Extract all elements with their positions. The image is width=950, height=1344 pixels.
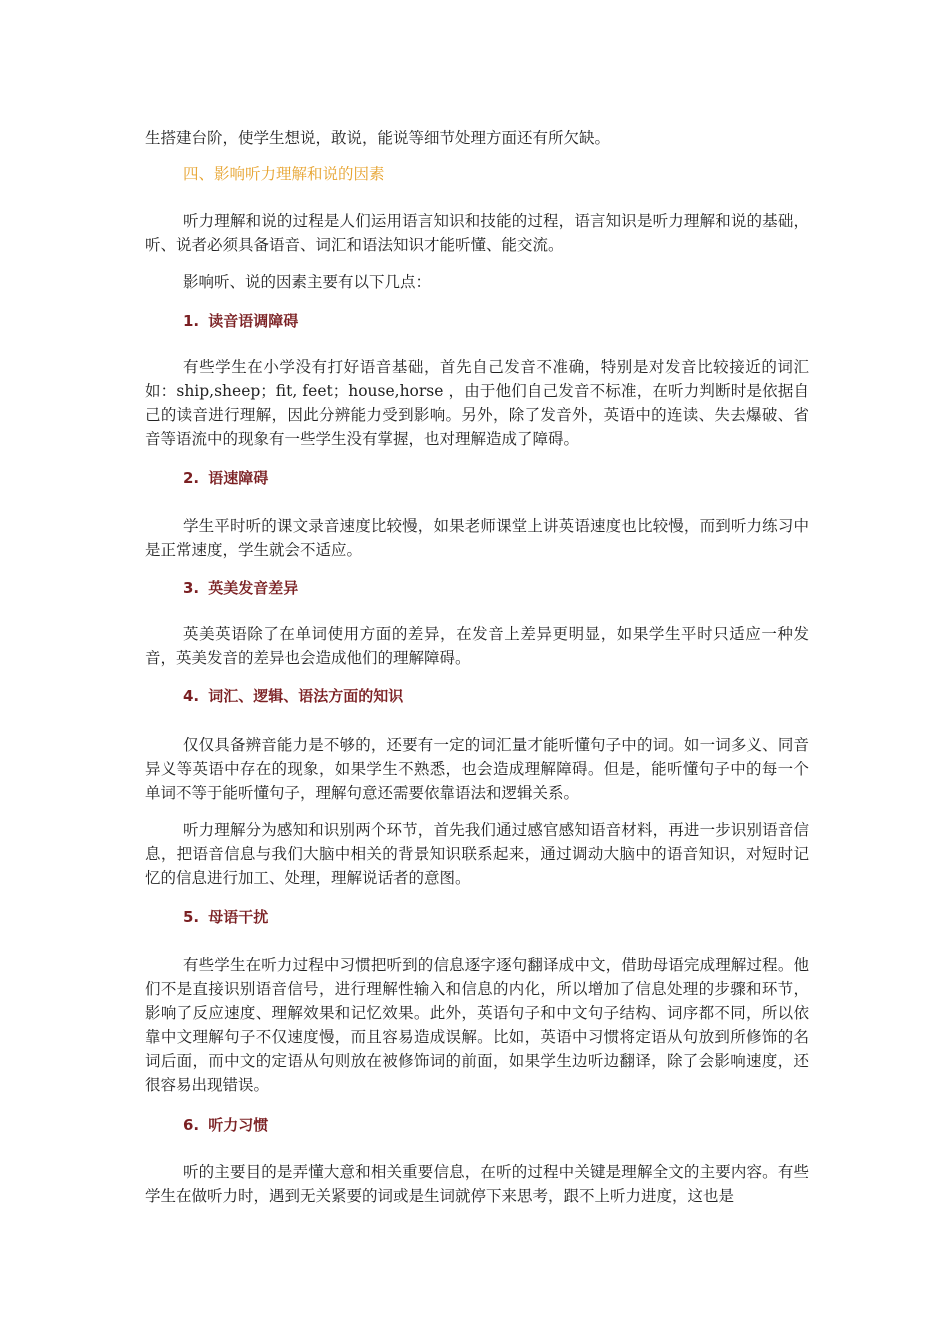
factor-number: 6. — [183, 1116, 200, 1134]
factor-heading-1 — [183, 309, 847, 333]
intro-paragraph-2: 影响听、说的因素主要有以下几点： — [183, 273, 432, 291]
continuation-paragraph: 生搭建台阶，使学生想说，敢说，能说等细节处理方面还有所欠缺。 — [145, 129, 611, 147]
factor-3-paragraph-1: 英美英语除了在单词使用方面的差异，在发音上差异更明显，如果学生平时只适应一种发音，英美发音的差异也会造成他们的理解障碍。 — [145, 625, 809, 667]
factor-1-paragraph-1: 有些学生在小学没有打好语音基础，首先自己发音不准确，特别是对发音比较接近的词汇如：ship,sheep；fit, feet；house,horse ，由于他们自己发音不标准，在听力判断时是依据自己的读音进行理解，因此分辨能力受到影响。另外，除了发音外，英语中的连读、失去爆破、省音等语流中的现象有一些学生没有掌握，也对理解造成了障碍。 — [145, 358, 809, 448]
factor-title: 词汇、逻辑、语法方面的知识 — [208, 687, 404, 705]
factor-5-paragraph-1: 有些学生在听力过程中习惯把听到的信息逐字逐句翻译成中文，借助母语完成理解过程。他们不是直接识别语音信号，进行理解性输入和信息的内化，所以增加了信息处理的步骤和环节，影响了反应速度、理解效果和记忆效果。此外，英语句子和中文句子结构、词序都不同，所以依靠中文理解句子不仅速度慢，而且容易造成误解。比如，英语中习惯将定语从句放到所修饰的名词后面，而中文的定语从句则放在被修饰词的前面，如果学生边听边翻译，除了会影响速度，还很容易出现错误。 — [145, 956, 809, 1094]
factor-heading-4 — [183, 684, 847, 708]
factor-heading-3 — [183, 576, 847, 600]
intro-paragraph-1: 听力理解和说的过程是人们运用语言知识和技能的过程，语言知识是听力理解和说的基础，听、说者必须具备语音、词汇和语法知识才能听懂、能交流。 — [145, 212, 809, 254]
factor-number: 1. — [183, 312, 200, 330]
factor-4-paragraph-2: 听力理解分为感知和识别两个环节，首先我们通过感官感知语音材料，再进一步识别语音信息，把语音信息与我们大脑中相关的背景知识联系起来，通过调动大脑中的语音知识，对短时记忆的信息进行加工、处理，理解说话者的意图。 — [145, 821, 809, 887]
factor-number: 3. — [183, 579, 200, 597]
factor-2-paragraph-1: 学生平时听的课文录音速度比较慢，如果老师课堂上讲英语速度也比较慢，而到听力练习中是正常速度，学生就会不适应。 — [145, 517, 809, 559]
factor-title: 英美发音差异 — [208, 579, 299, 597]
factor-number: 5. — [183, 908, 200, 926]
factor-heading-6 — [183, 1113, 847, 1137]
factor-6-paragraph-1: 听的主要目的是弄懂大意和相关重要信息，在听的过程中关键是理解全文的主要内容。有些学生在做听力时，遇到无关紧要的词或是生词就停下来思考，跟不上听力进度，这也是 — [145, 1163, 809, 1205]
factor-title: 母语干扰 — [208, 908, 269, 926]
factor-title: 语速障碍 — [208, 469, 269, 487]
factor-heading-2 — [183, 466, 847, 490]
factor-heading-5 — [183, 905, 847, 929]
factor-title: 读音语调障碍 — [208, 312, 299, 330]
factor-number: 4. — [183, 687, 200, 705]
section-title: 四、影响听力理解和说的因素 — [183, 165, 385, 183]
factor-4-paragraph-1: 仅仅具备辨音能力是不够的，还要有一定的词汇量才能听懂句子中的词。如一词多义、同音异义等英语中存在的现象，如果学生不熟悉，也会造成理解障碍。但是，能听懂句子中的每一个单词不等于能听懂句子，理解句意还需要依靠语法和逻辑关系。 — [145, 736, 809, 802]
factor-title: 听力习惯 — [208, 1116, 269, 1134]
factor-number: 2. — [183, 469, 200, 487]
